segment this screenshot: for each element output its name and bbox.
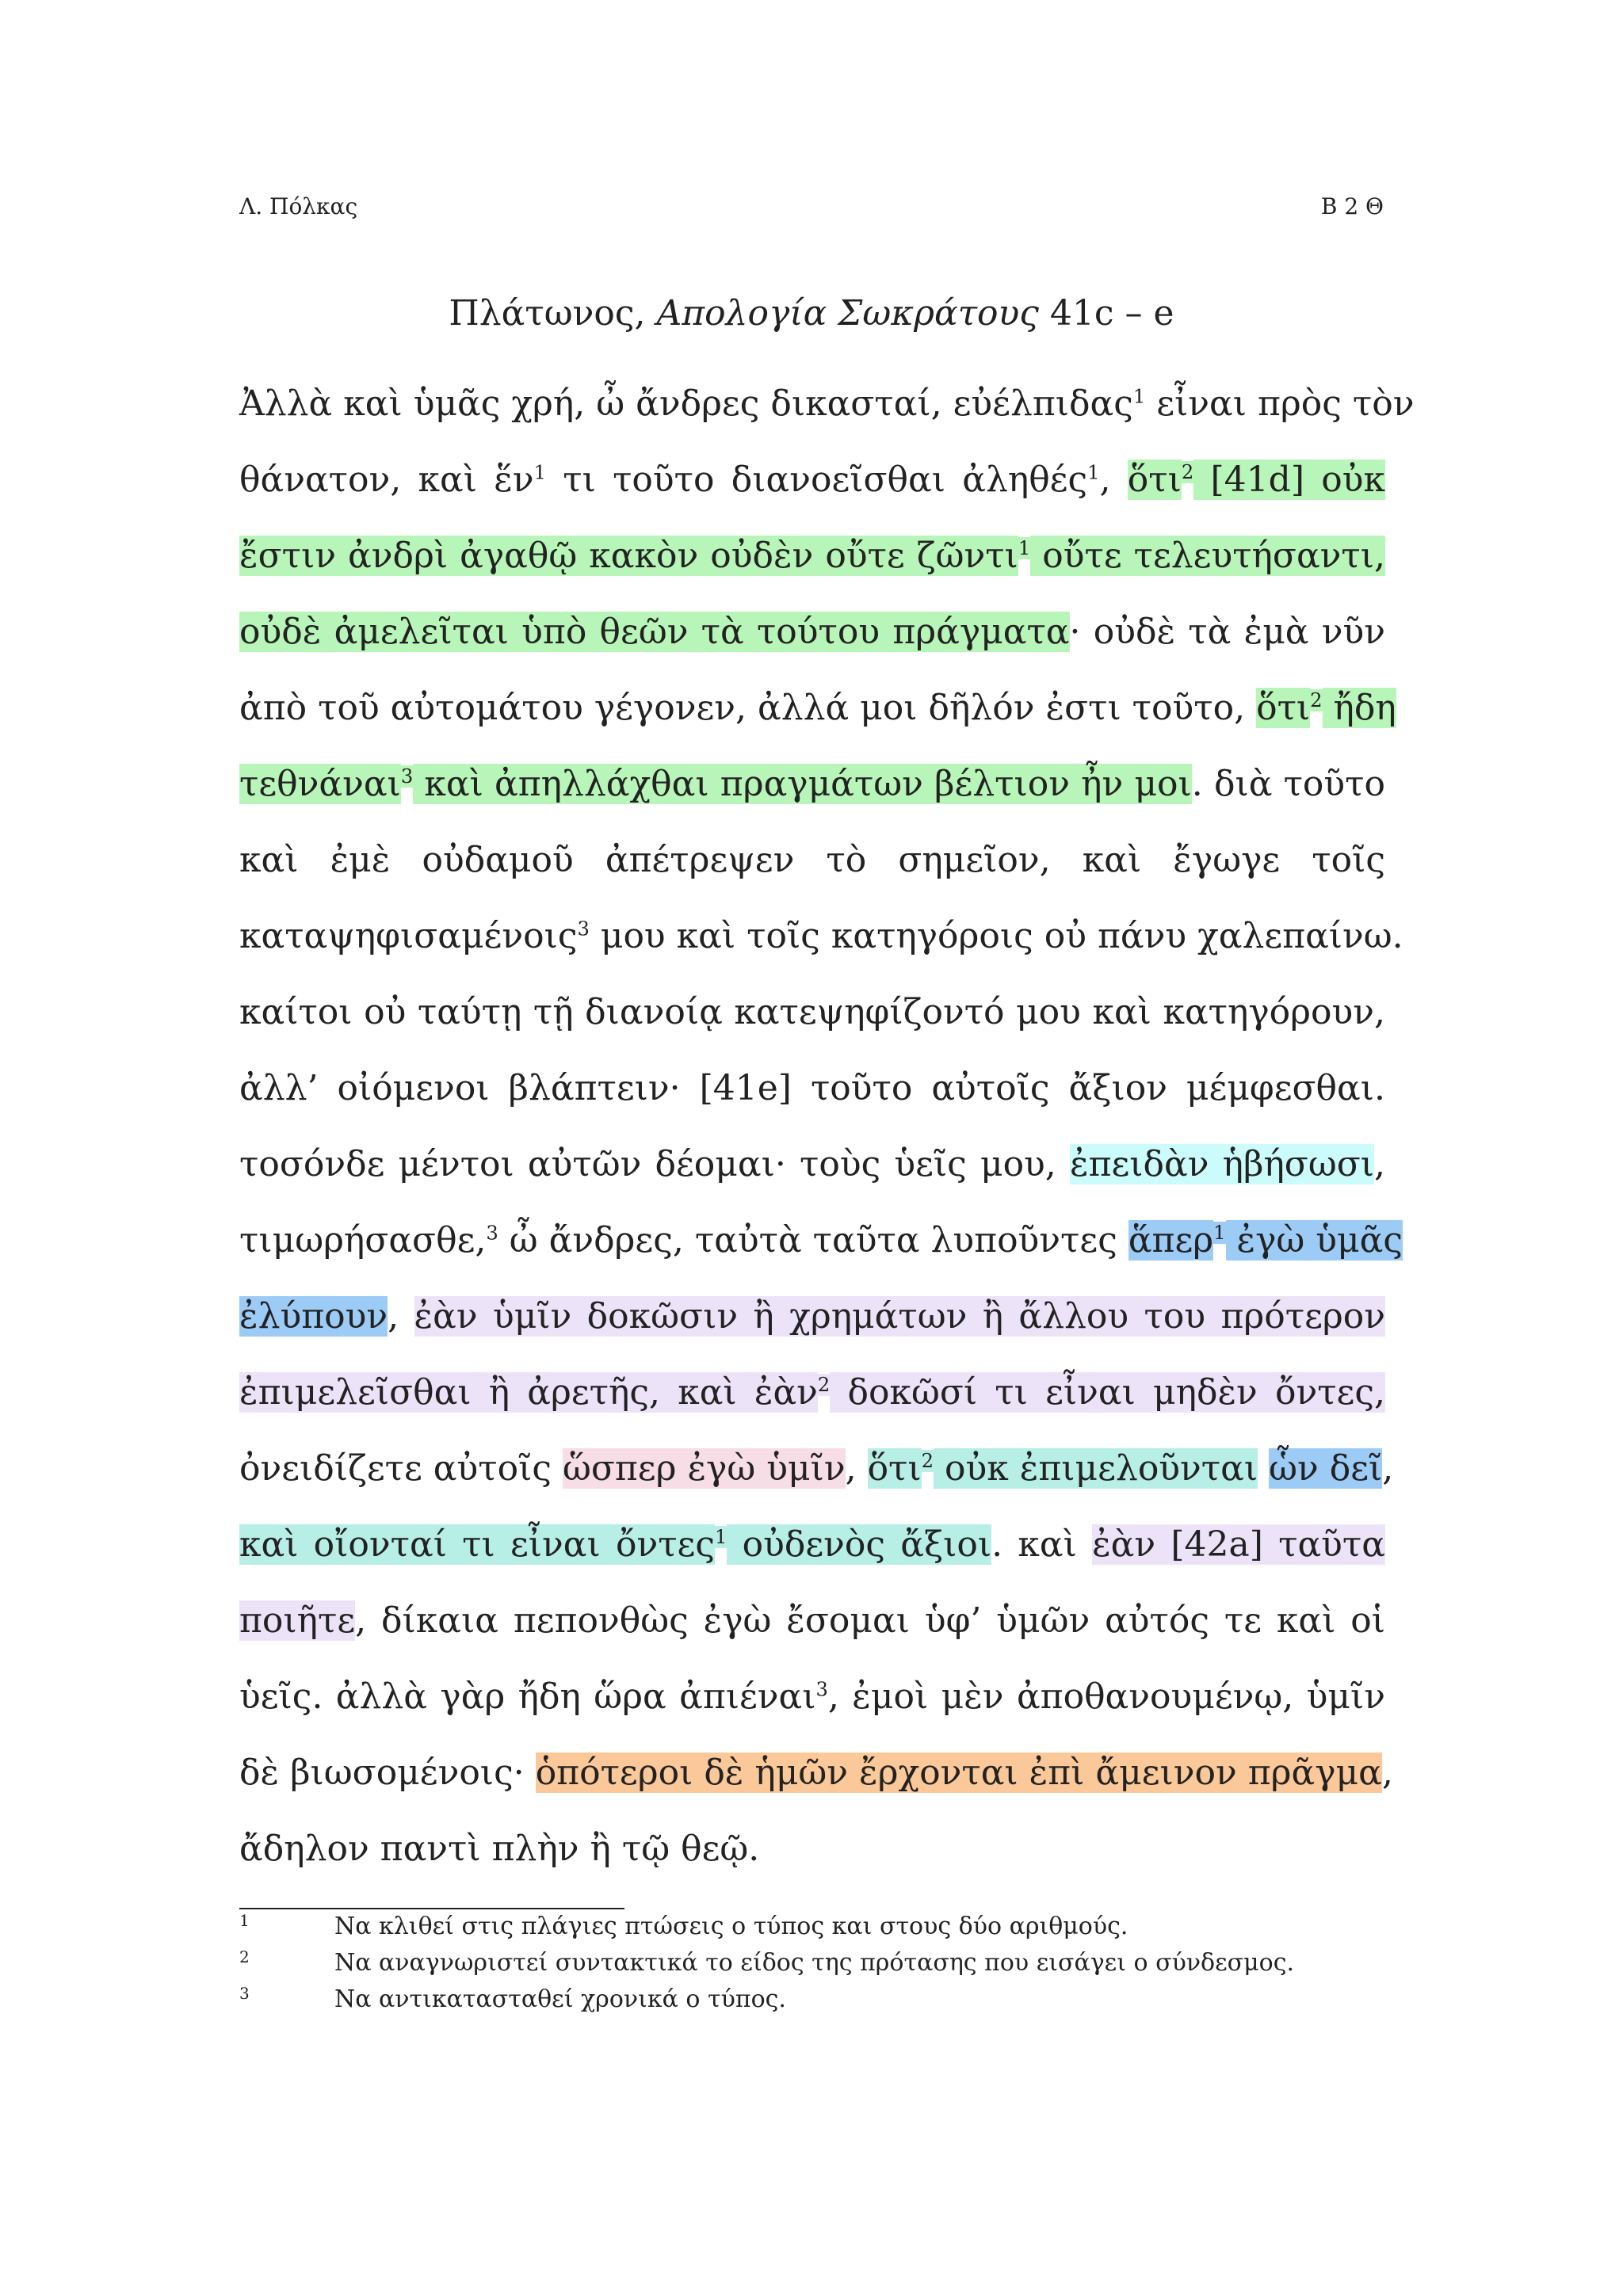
- text-run: δὲ βιωσομένοις·: [239, 1753, 536, 1793]
- highlighted-phrase: καὶ ἀπηλλάχθαι πραγμάτων βέλτιον ἦν μοι: [413, 764, 1192, 804]
- text-run: ὀνειδίζετε αὐτοῖς: [239, 1448, 563, 1489]
- header-class: Β 2 Θ: [1320, 193, 1384, 219]
- text-line: [239, 1583, 1385, 1659]
- highlighted-phrase: ὅτι: [1127, 460, 1182, 500]
- text-run: καίτοι οὐ ταύτῃ τῇ διανοίᾳ κατεψηφίζοντό μου καὶ κατηγόρουν,: [239, 992, 1385, 1032]
- footnote-ref: 1: [533, 461, 546, 484]
- text-run: ,: [1382, 1448, 1394, 1489]
- word: [239, 1215, 1403, 1266]
- highlighted-phrase: 2: [921, 1450, 934, 1473]
- word: [239, 911, 1403, 962]
- text-line: [239, 518, 1385, 594]
- text-line: [239, 1659, 1385, 1735]
- text-line: [239, 898, 1403, 974]
- text-run: τοσόνδε μέντοι αὐτῶν δέομαι· τοὺς ὑεῖς μου,: [239, 1144, 1070, 1184]
- footnote-2: [239, 1949, 1294, 1977]
- highlighted-phrase: ἅπερ: [1128, 1220, 1214, 1261]
- footnote-text: Να αντικατασταθεί χρονικά ο τύπος.: [334, 1985, 786, 2013]
- text-run: ,: [1374, 1144, 1385, 1184]
- text-run: ὦ ἄνδρες, ταὐτὰ ταῦτα λυποῦντες: [498, 1220, 1128, 1261]
- text-line: [239, 1735, 1393, 1811]
- word: [239, 1291, 1385, 1342]
- text-run: [1258, 1448, 1269, 1489]
- text-line: [239, 1203, 1403, 1279]
- text-run: θάνατον, καὶ ἕν: [239, 460, 534, 500]
- text-run: ,: [1381, 1753, 1393, 1793]
- text-run: ἀλλ’ οἰόμενοι βλάπτειν· [41e] τοῦτο αὐτοῖς ἄξιον μέμφεσθαι.: [239, 1068, 1385, 1108]
- text-line: [239, 746, 1385, 822]
- footnote-1: [239, 1913, 1128, 1940]
- text-run: εἶναι πρὸς τὸν: [1145, 383, 1415, 424]
- title-suffix: 41c – e: [1038, 293, 1174, 334]
- footnote-divider: [239, 1908, 624, 1909]
- text-run: . καὶ: [991, 1524, 1093, 1565]
- highlighted-phrase: ὅτι: [1256, 688, 1311, 728]
- highlighted-phrase: ἐὰν [42a] ταῦτα: [1092, 1524, 1385, 1565]
- text-run: ,: [845, 1448, 868, 1489]
- footnote-number: 2: [239, 1947, 250, 1966]
- word: [239, 1520, 1385, 1570]
- text-line: [239, 1279, 1385, 1355]
- word: [239, 531, 1385, 582]
- highlighted-phrase: ἔστιν ἀνδρὶ ἀγαθῷ κακὸν οὐδὲν οὔτε ζῶντι: [239, 536, 1018, 576]
- word: [239, 1444, 1393, 1494]
- word: [239, 1748, 1393, 1798]
- highlighted-phrase: 2: [817, 1374, 831, 1397]
- word: [239, 835, 1385, 886]
- text-line: [239, 1507, 1385, 1583]
- text-run: ἀπὸ τοῦ αὐτομάτου γέγονεν, ἀλλά μοι δῆλόν ἐστι τοῦτο,: [239, 688, 1257, 728]
- highlighted-phrase: 1: [1018, 537, 1031, 560]
- text-run: . διὰ τοῦτο: [1191, 764, 1386, 804]
- text-line: [239, 1051, 1385, 1127]
- word: [239, 1596, 1385, 1646]
- highlighted-phrase: δοκῶσί τι εἶναι μηδὲν ὄντες,: [830, 1372, 1385, 1413]
- highlighted-phrase: 3: [400, 765, 414, 788]
- text-run: ,: [1099, 460, 1128, 500]
- word: [239, 1139, 1385, 1190]
- text-run: , ἐμοὶ μὲν ἀποθανουμένῳ, ὑμῖν: [827, 1676, 1385, 1717]
- highlighted-phrase: ἐγὼ ὑμᾶς: [1225, 1220, 1403, 1261]
- word: [239, 987, 1385, 1038]
- text-run: , δίκαια πεπονθὼς ἐγὼ ἔσομαι ὑφ’ ὑμῶν αὐτός τε καὶ οἱ: [355, 1600, 1385, 1641]
- text-run: ἄδηλον παντὶ πλὴν ἢ τῷ θεῷ.: [239, 1829, 760, 1869]
- text-run: τι τοῦτο διανοεῖσθαι ἀληθές: [545, 460, 1088, 500]
- footnote-number: 3: [239, 1984, 250, 2003]
- highlighted-phrase: οὐδὲ ἀμελεῖται ὑπὸ θεῶν τὰ τούτου πράγματα: [239, 612, 1070, 652]
- highlighted-phrase: οὐκ ἐπιμελοῦνται: [934, 1448, 1258, 1489]
- highlighted-phrase: ὁπότεροι δὲ ἡμῶν ἔρχονται ἐπὶ ἄμεινον πρᾶγμα: [535, 1753, 1382, 1793]
- highlighted-phrase: 1: [715, 1526, 727, 1549]
- text-run: καὶ ἐμὲ οὐδαμοῦ ἀπέτρεψεν τὸ σημεῖον, καὶ ἔγωγε τοῖς: [239, 840, 1385, 880]
- text-run: ,: [388, 1296, 414, 1337]
- word: [239, 1367, 1385, 1418]
- title-prefix: Πλάτωνος,: [449, 293, 657, 334]
- footnote-text: Να αναγνωριστεί συντακτικά το είδος της πρότασης που εισάγει ο σύνδεσμος.: [334, 1949, 1295, 1977]
- highlighted-phrase: 2: [1310, 689, 1323, 712]
- page-title: [0, 293, 1623, 334]
- text-run: καταψηφισαμένοις: [239, 916, 578, 956]
- highlighted-phrase: ἐπιμελεῖσθαι ἢ ἀρετῆς, καὶ ἐὰν: [239, 1372, 818, 1413]
- highlighted-phrase: [41d] οὐκ: [1193, 460, 1385, 500]
- highlighted-phrase: ὅτι: [867, 1448, 922, 1489]
- text-line: [239, 1811, 1385, 1887]
- word: [239, 379, 1414, 429]
- text-line: [239, 822, 1385, 898]
- highlighted-phrase: ἐὰν ὑμῖν δοκῶσιν ἢ χρημάτων ἢ ἄλλου του πρότερον: [414, 1296, 1385, 1337]
- word: [239, 1672, 1385, 1722]
- word: [239, 607, 1385, 658]
- highlighted-phrase: τεθνάναι: [239, 764, 401, 804]
- title-work: Απολογία Σωκράτους: [656, 293, 1039, 334]
- text-line: [239, 366, 1415, 442]
- word: [239, 455, 1385, 505]
- word: [239, 683, 1396, 734]
- highlighted-phrase: οὔτε τελευτήσαντι,: [1030, 536, 1385, 576]
- footnote-ref: 1: [1087, 461, 1100, 484]
- highlighted-phrase: ὥσπερ ἐγὼ ὑμῖν: [562, 1448, 846, 1489]
- text-line: [239, 1127, 1385, 1203]
- text-run: τιμωρήσασθε,: [239, 1220, 487, 1261]
- highlighted-phrase: 1: [1213, 1222, 1226, 1245]
- highlighted-phrase: 2: [1181, 461, 1194, 484]
- highlighted-phrase: καὶ οἴονταί τι εἶναι ὄντες: [239, 1524, 715, 1565]
- highlighted-phrase: ὧν δεῖ: [1269, 1448, 1383, 1489]
- text-line: [239, 442, 1385, 518]
- text-line: [239, 1431, 1394, 1507]
- footnote-ref: 3: [486, 1222, 498, 1245]
- text-run: ὑεῖς. ἀλλὰ γὰρ ἤδη ὥρα ἀπιέναι: [239, 1676, 816, 1717]
- highlighted-phrase: οὐδενὸς ἄξιοι: [727, 1524, 992, 1565]
- text-line: [239, 974, 1385, 1051]
- highlighted-phrase: ἐλύπουν: [239, 1296, 388, 1337]
- footnote-number: 1: [239, 1911, 250, 1930]
- footnote-3: [239, 1985, 786, 2013]
- text-run: Ἀλλὰ καὶ ὑμᾶς χρή, ὦ ἄνδρες δικασταί, εὐέλπιδας: [239, 383, 1133, 424]
- highlighted-phrase: ἤδη: [1322, 688, 1396, 728]
- header-author: Λ. Πόλκας: [239, 193, 358, 219]
- footnote-ref: 1: [1132, 385, 1146, 408]
- footnote-ref: 3: [815, 1678, 828, 1701]
- text-run: μου καὶ τοῖς κατηγόροις οὐ πάνυ χαλεπαίνω.: [589, 916, 1403, 956]
- footnote-ref: 3: [577, 917, 590, 940]
- highlighted-phrase: ποιῆτε: [239, 1600, 356, 1641]
- highlighted-phrase: ἐπειδὰν ἡβήσωσι: [1069, 1144, 1374, 1184]
- text-line: [239, 1355, 1385, 1431]
- word: [239, 759, 1385, 810]
- footnote-text: Να κλιθεί στις πλάγιες πτώσεις ο τύπος και στους δύο αριθμούς.: [334, 1913, 1128, 1940]
- text-line: [239, 670, 1396, 746]
- word: [239, 1063, 1385, 1114]
- text-run: · οὐδὲ τὰ ἐμὰ νῦν: [1069, 612, 1385, 652]
- greek-text-body: [239, 366, 1415, 1887]
- text-line: [239, 594, 1385, 670]
